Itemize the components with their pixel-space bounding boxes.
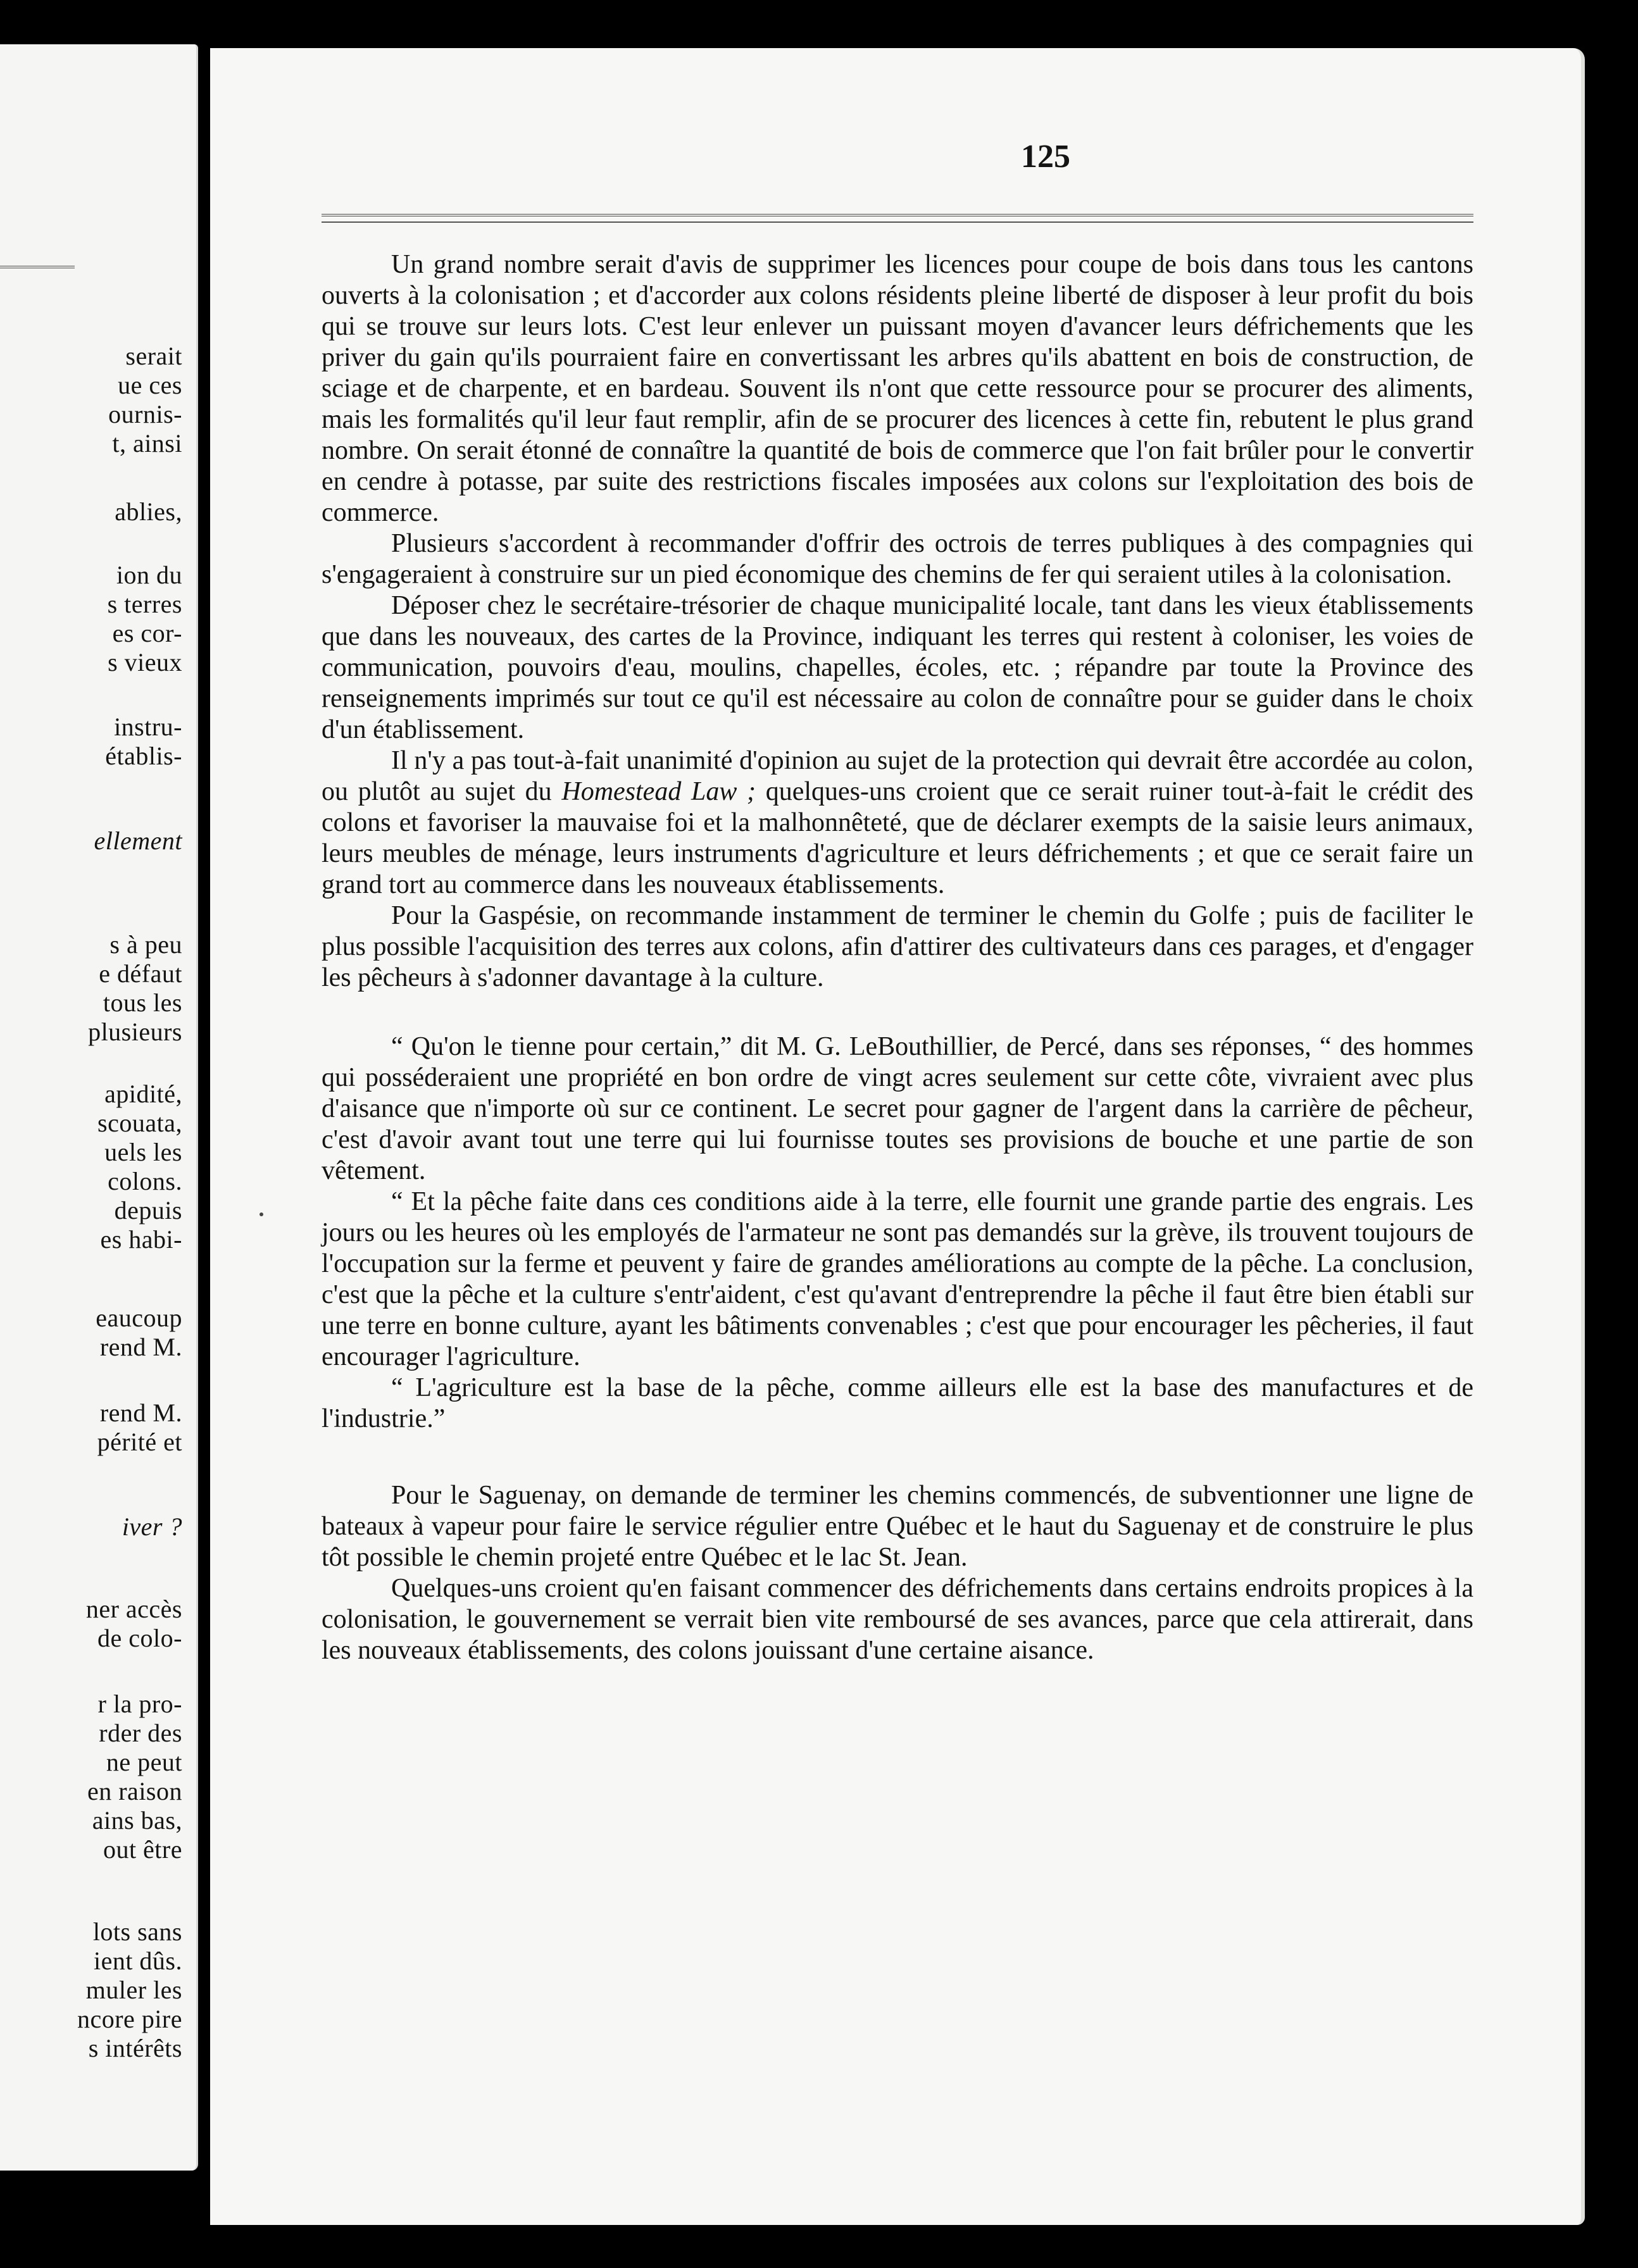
facing-page-text: ellement <box>94 826 182 855</box>
facing-page-text: ablies, <box>115 497 182 526</box>
facing-page-text: serait <box>125 342 182 370</box>
quote-paragraph: “ Qu'on le tienne pour certain,” dit M. G. LeBouthillier, de Percé, dans ses réponses, “ des hommes qui posséderaient une propriété en bon ordre de vingt acres seulement sur cette côte, vivraient avec plus d'aisance que n'importe où sur ce continent. Le secret pour gagner de l'argent dans la carrière de pêcheur, c'est d'avoir avant tout une terre qui lui fournisse toutes ses provisions de bouche et une partie de son vêtement. <box>322 1032 1473 1185</box>
facing-page-text: établis- <box>105 742 182 770</box>
paragraph: Quelques-uns croient qu'en faisant commencer des défrichements dans certains endroits propices à la colonisation, le gouvernement se verrait bien vite remboursé de ses avances, parce que cela attirerait, dans les nouveaux établissements, des colons jouissant d'une certaine aisance. <box>322 1574 1473 1665</box>
facing-page-rule <box>0 266 75 268</box>
facing-page-text: muler les <box>85 1976 182 2004</box>
facing-page-text: ncore pire <box>77 2005 182 2033</box>
facing-page-text: ue ces <box>118 371 182 399</box>
facing-page-text: rend M. <box>99 1399 182 1427</box>
facing-page-text: de colo- <box>97 1624 182 1652</box>
facing-page-text: apidité, <box>104 1080 182 1108</box>
facing-page-text: en raison <box>87 1777 182 1805</box>
paragraph: Déposer chez le secrétaire-trésorier de chaque municipalité locale, tant dans les vieux établissements que dans les nouveaux, des cartes de la Province, indiquant les terres qui restent à coloniser, les voies de communication, pouvoirs d'eau, moulins, chapelles, écoles, etc. ; répandre par toute la Province des renseignements imprimés sur tout ce qu'il est nécessaire au colon de connaître pour se guider dans le choix d'un établissement. <box>322 591 1473 744</box>
facing-page-text: tous les <box>103 988 182 1017</box>
facing-page-text: s terres <box>107 590 182 618</box>
body-text <box>322 249 1473 1666</box>
paragraph <box>322 745 1473 900</box>
facing-page-text: scouata, <box>97 1109 182 1137</box>
facing-page-text: e défaut <box>99 959 182 988</box>
quote-paragraph: “ Et la pêche faite dans ces conditions aide à la terre, elle fournit une grande partie des engrais. Les jours ou les heures où les employés de l'armateur ne sont pas demandés sur la grève, ils trouvent toujours de l'occupation sur la ferme et peuvent y faire de grandes améliorations au compte de la pêche. La conclusion, c'est que la pêche et la culture s'entr'aident, c'est qu'avant d'entreprendre la pêche il faut être bien établi sur une terre en bonne culture, ayant les bâtiments convenables ; c'est que pour encourager les pêcheries, il faut encourager l'agriculture. <box>322 1187 1473 1371</box>
page-number: 125 <box>1021 139 1070 175</box>
facing-page-text: ains bas, <box>92 1806 182 1835</box>
italic-term: Homestead Law ; <box>561 777 756 806</box>
paragraph-text: Il n'y a pas tout-à-fait unanimité d'opinion au sujet de la protection qui devrait être accordée au colon, ou plutôt au sujet du <box>322 746 1473 806</box>
facing-page-text: es habi- <box>100 1225 182 1254</box>
margin-mark <box>259 1212 263 1216</box>
facing-page-text: plusieurs <box>88 1018 182 1046</box>
facing-page-text: ion du <box>116 561 182 589</box>
facing-page-text: lots sans <box>92 1917 182 1946</box>
facing-page-text: ournis- <box>108 400 182 428</box>
facing-page-edge <box>0 44 198 2171</box>
facing-page-text: colons. <box>108 1167 182 1195</box>
facing-page-text: rend M. <box>99 1333 182 1361</box>
facing-page-text: out être <box>103 1835 182 1864</box>
facing-page-text: uels les <box>104 1138 182 1166</box>
paragraph: Un grand nombre serait d'avis de supprimer les licences pour coupe de bois dans tous les cantons ouverts à la colonisation ; et d'accorder aux colons résidents pleine liberté de disposer à leur profit du bois qui se trouve sur leurs lots. C'est leur enlever un puissant moyen d'avancer leurs défrichements que les priver du gain qu'ils pourraient faire en convertissant les arbres qu'ils abattent en bois de construction, de sciage et de charpente, et en bardeau. Souvent ils n'ont que cette ressource pour se procurer des aliments, mais les formalités qu'il leur faut remplir, afin de se procurer des licences à cette fin, rebutent le plus grand nombre. On serait étonné de connaître la quantité de bois de commerce que l'on fait brûler pour le convertir en cendre à potasse, par suite des restrictions fiscales imposées aux colons sur l'exploitation des bois de commerce. <box>322 250 1473 527</box>
paragraph: Pour le Saguenay, on demande de terminer les chemins commencés, de subventionner une ligne de bateaux à vapeur pour faire le service régulier entre Québec et le haut du Saguenay et de construire le plus tôt possible le chemin projeté entre Québec et le lac St. Jean. <box>322 1481 1473 1572</box>
facing-page-text: r la pro- <box>97 1690 182 1718</box>
facing-page-text: iver ? <box>122 1512 182 1541</box>
quote-paragraph: “ L'agriculture est la base de la pêche, comme ailleurs elle est la base des manufactures et de l'industrie.” <box>322 1373 1473 1433</box>
facing-page-text: ne peut <box>106 1748 182 1776</box>
paragraph-text: quelques-uns croient que ce serait ruiner tout-à-fait le crédit des colons et favoriser la mauvaise foi et la malhonnêteté, que de déclarer exempts de la saisie leurs animaux, leurs meubles de ménage, leurs instruments d'agriculture et leurs défrichements ; et que ce serait faire un grand tort au commerce dans les nouveaux établissements. <box>322 777 1473 899</box>
document-page <box>210 48 1585 2225</box>
facing-page-text: es cor- <box>112 619 182 647</box>
paragraph: Plusieurs s'accordent à recommander d'offrir des octrois de terres publiques à des compagnies qui s'engageraient à construire sur un pied économique des chemins de fer qui seraient utiles à la colonisation. <box>322 529 1473 589</box>
header-rule <box>322 214 1473 223</box>
facing-page-text: ient dûs. <box>93 1947 182 1975</box>
facing-page-text: s intérêts <box>88 2034 182 2062</box>
facing-page-text: ner accès <box>85 1595 182 1623</box>
facing-page-text: périté et <box>97 1428 182 1456</box>
facing-page-text: s vieux <box>108 648 182 676</box>
facing-page-text: eaucoup <box>96 1304 182 1332</box>
paragraph: Pour la Gaspésie, on recommande instamment de terminer le chemin du Golfe ; puis de faciliter le plus possible l'acquisition des terres aux colons, afin d'attirer des cultivateurs dans ces parages, et d'engager les pêcheurs à s'adonner davantage à la culture. <box>322 901 1473 992</box>
facing-page-text: rder des <box>99 1719 182 1747</box>
facing-page-text: t, ainsi <box>112 429 182 458</box>
facing-page-text: instru- <box>114 713 182 741</box>
facing-page-text: s à peu <box>109 930 182 959</box>
facing-page-text: depuis <box>114 1196 182 1224</box>
